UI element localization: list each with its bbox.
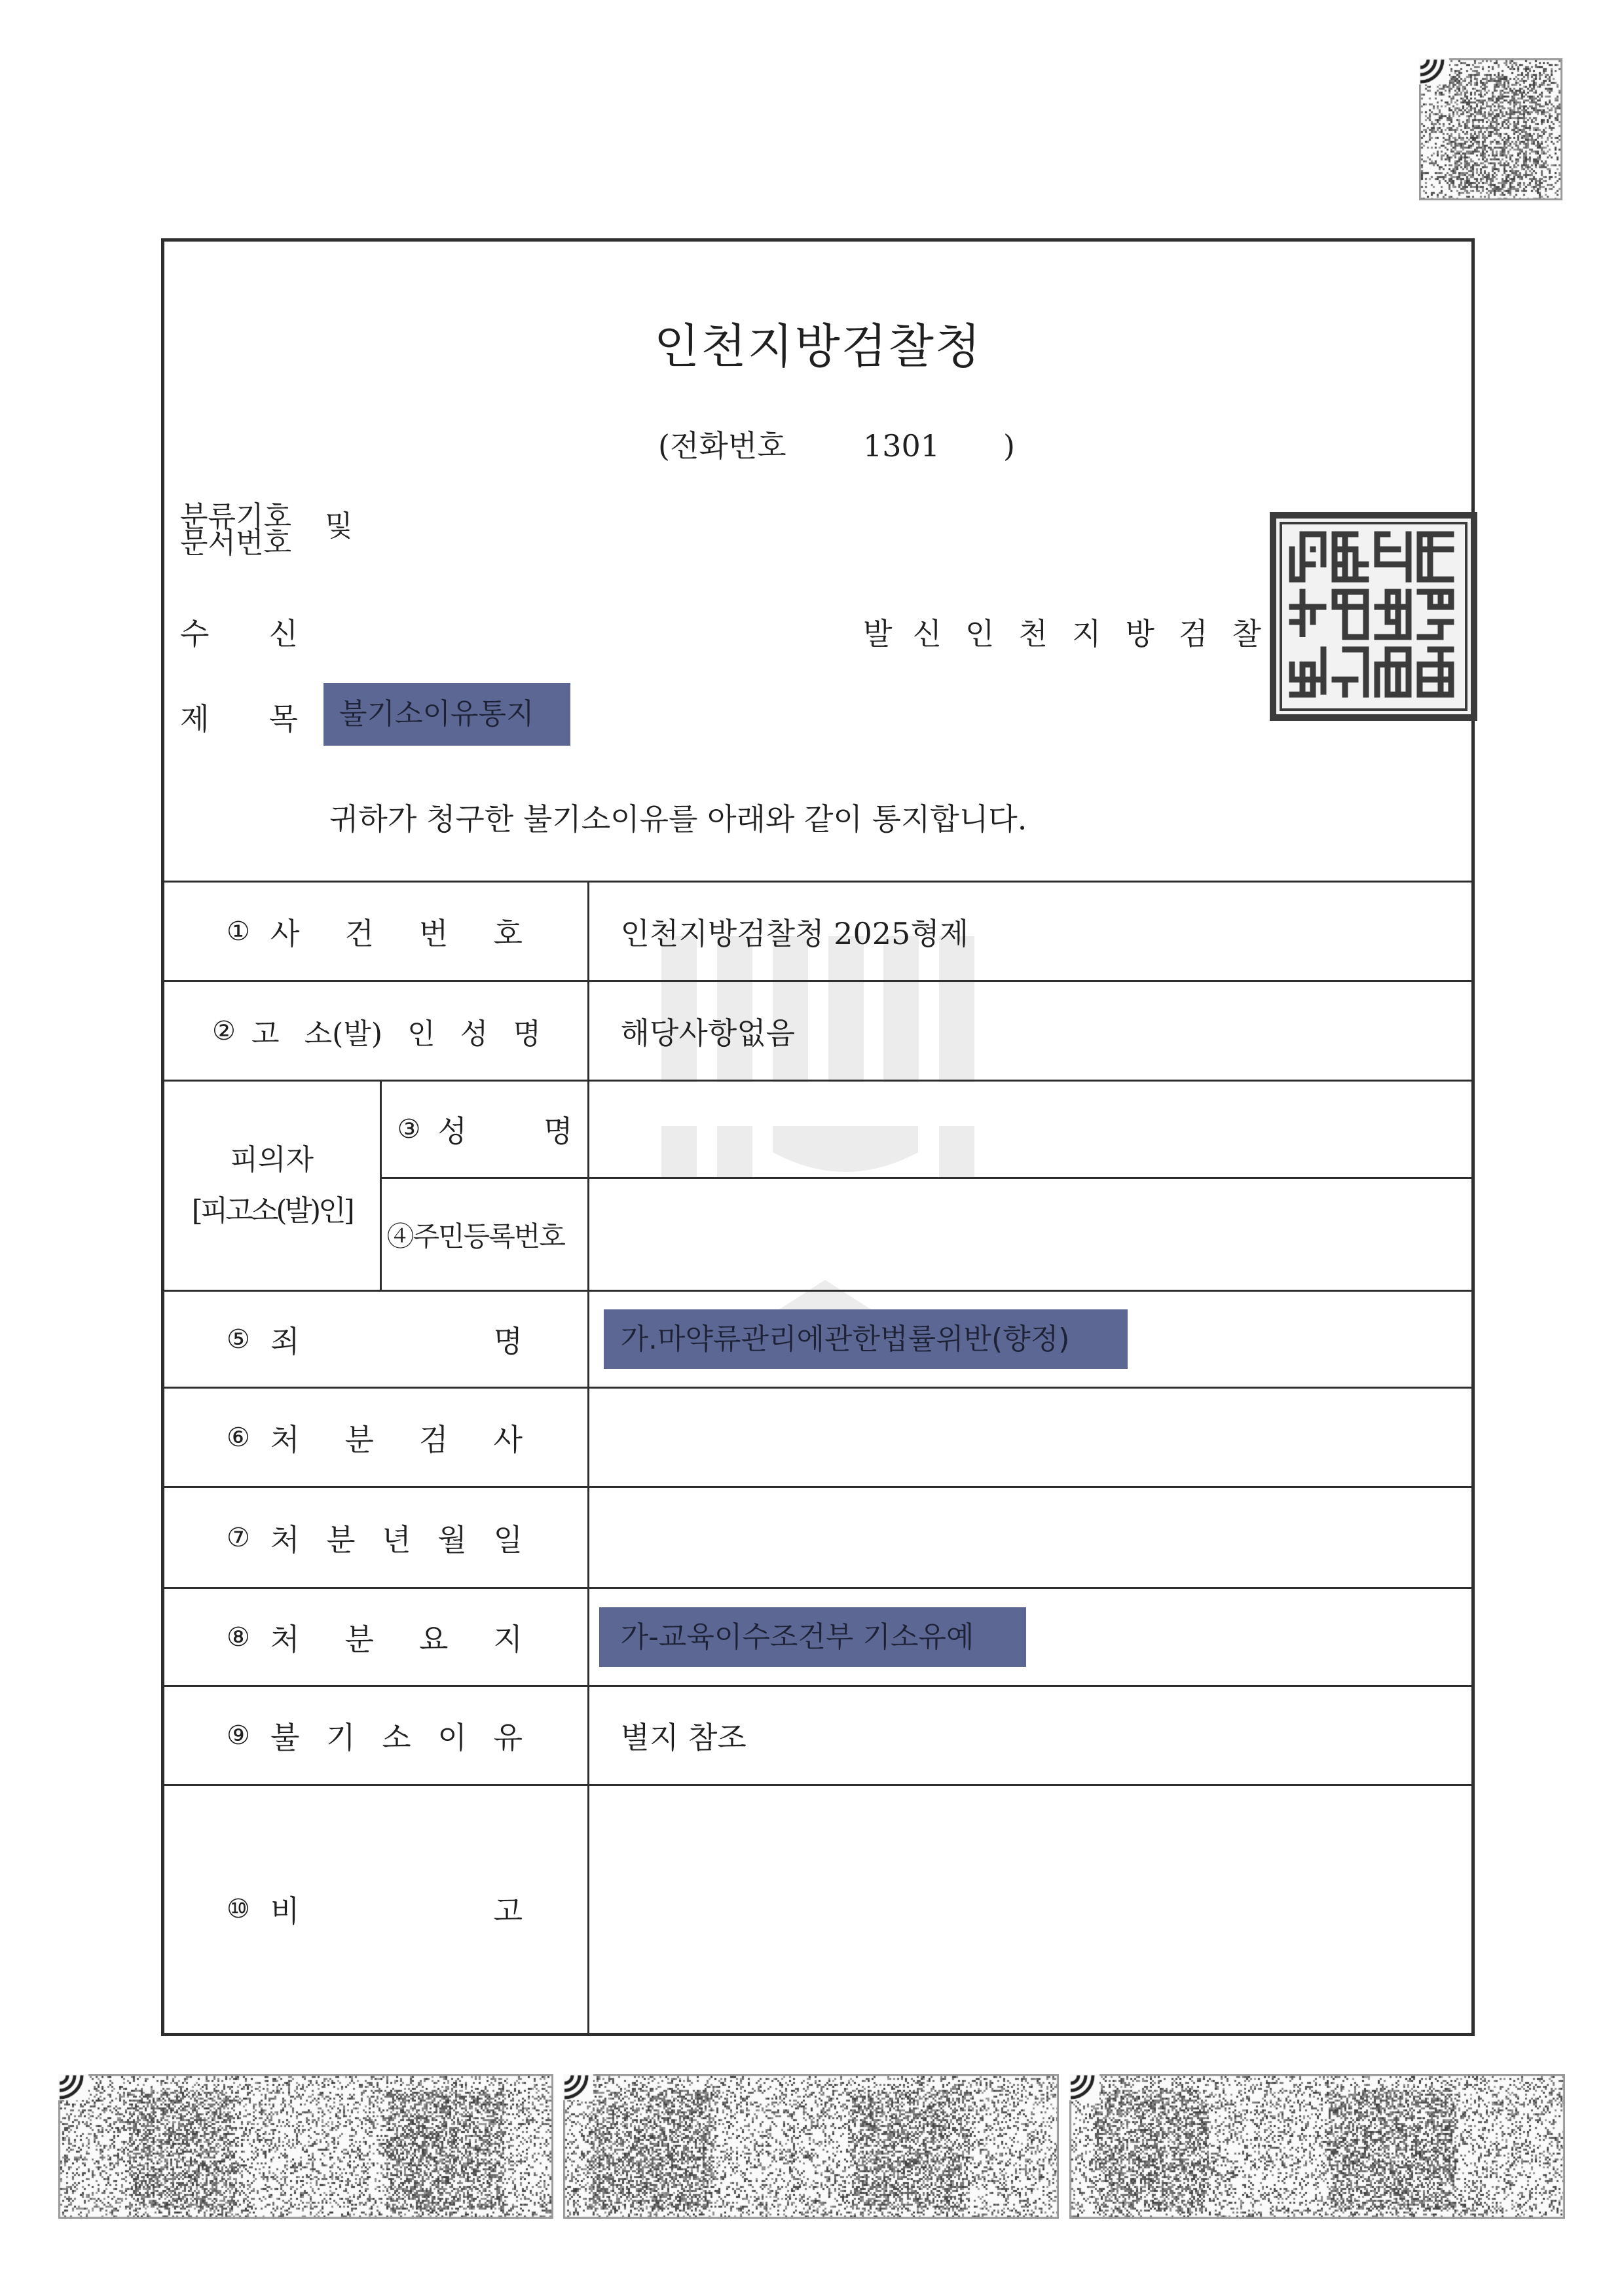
circled-number: ⑧ <box>227 1622 250 1652</box>
label-glyph: 호 <box>493 915 523 951</box>
label-glyph: 지 <box>1072 616 1101 651</box>
label-glyph: 성 <box>460 1017 489 1051</box>
label-glyph: 사 <box>270 915 300 951</box>
disposition-summary-highlight: 가-교육이수조건부 기소유예 <box>599 1607 1026 1667</box>
disposition-date-label-text <box>270 1516 523 1559</box>
label-glyph: 처 <box>270 1421 300 1457</box>
table-row <box>164 1686 1471 1785</box>
circled-number: ⑤ <box>227 1324 250 1355</box>
table-row <box>164 1785 1471 2033</box>
label-glyph: 명 <box>493 1323 523 1359</box>
phone-label: (전화번호 <box>658 428 786 464</box>
suspect-id-label: ④주민등록번호 <box>386 1220 564 1252</box>
table-row <box>164 1487 1471 1588</box>
complainant-label <box>164 1010 587 1052</box>
label-glyph: 발 <box>863 616 893 651</box>
barcode-top-right <box>1419 58 1562 200</box>
value-cell <box>588 1291 1471 1388</box>
circled-number: ② <box>212 1015 236 1046</box>
label-glyph: 죄 <box>270 1323 300 1359</box>
notice-table <box>164 881 1471 2033</box>
disposition-summary-label-text <box>270 1616 523 1659</box>
circled-number: ⑥ <box>227 1422 250 1453</box>
label-glyph: 인 <box>965 616 995 651</box>
suspect-name-label <box>382 1108 587 1151</box>
prosecutor-label-text <box>270 1416 523 1459</box>
barcode-bottom-3 <box>1069 2074 1565 2219</box>
label-glyph: 사 <box>493 1421 523 1457</box>
table-row <box>164 1388 1471 1487</box>
issuer-title: 인천지방검찰청 <box>654 319 982 374</box>
charge-highlight: 가.마약류관리에관한법률위반(향정) <box>604 1309 1128 1369</box>
non-prosecution-reason-value: 별지 참조 <box>620 1720 747 1755</box>
suspect-id-value <box>588 1178 1471 1291</box>
label-glyph: 제 <box>180 701 210 737</box>
phone-close-paren: ) <box>1003 428 1015 464</box>
label-glyph: 처 <box>270 1621 300 1657</box>
label-cell <box>164 1487 588 1588</box>
label-glyph: 번 <box>419 915 449 951</box>
label-glyph: 검 <box>419 1421 449 1457</box>
label-glyph: 월 <box>437 1522 467 1558</box>
label-cell <box>380 1178 588 1291</box>
complainant-label-text <box>251 1010 541 1052</box>
label-glyph: 기 <box>326 1720 356 1755</box>
label-glyph: 이 <box>437 1720 467 1755</box>
charge-label <box>164 1318 587 1361</box>
subject-label <box>180 697 298 737</box>
table-row <box>164 981 1471 1081</box>
label-cell <box>164 1291 588 1388</box>
subject-highlight: 불기소이유통지 <box>323 683 570 746</box>
suspect-group-cell <box>164 1081 380 1291</box>
complainant-value: 해당사항없음 <box>620 1015 796 1051</box>
case-number-label-text <box>270 910 523 953</box>
label-glyph: 소 <box>382 1720 411 1755</box>
suspect-heading: 피의자 <box>230 1143 314 1176</box>
prosecutor-value <box>588 1388 1471 1487</box>
non-prosecution-reason-label-text <box>270 1714 523 1757</box>
label-glyph: 요 <box>419 1621 449 1657</box>
suspect-name-value <box>588 1081 1471 1178</box>
remarks-label <box>164 1887 587 1931</box>
classification-conjunction: 및 <box>325 509 353 543</box>
label-cell <box>164 1785 588 2033</box>
classification-line-1: 분류기호 <box>180 500 292 534</box>
label-glyph: 고 <box>251 1017 280 1051</box>
label-glyph: 비 <box>270 1893 300 1929</box>
case-number-label <box>164 910 587 953</box>
table-row <box>164 882 1471 981</box>
intro-sentence: 귀하가 청구한 불기소이유를 아래와 같이 통지합니다. <box>329 801 1027 837</box>
value-cell <box>588 882 1471 981</box>
phone-number: 1301 <box>863 428 940 464</box>
label-glyph: 고 <box>493 1893 523 1929</box>
charge-label-text <box>270 1318 523 1361</box>
label-glyph: 천 <box>1018 616 1048 651</box>
label-glyph: 일 <box>493 1522 523 1558</box>
label-glyph: 신 <box>912 616 942 651</box>
recipient-label <box>180 612 298 651</box>
label-cell <box>380 1081 588 1178</box>
circled-number: ③ <box>397 1114 421 1144</box>
label-glyph: 수 <box>180 616 210 651</box>
table-row <box>164 1588 1471 1686</box>
label-glyph: 신 <box>268 616 298 651</box>
label-glyph: 건 <box>344 915 374 951</box>
label-glyph: 인 <box>407 1017 435 1051</box>
prosecutor-label <box>164 1416 587 1459</box>
label-glyph: 성 <box>437 1114 467 1149</box>
label-glyph: 년 <box>382 1522 411 1558</box>
label-glyph: 분 <box>344 1421 374 1457</box>
table-row <box>164 1291 1471 1388</box>
suspect-name-label-text <box>438 1108 573 1151</box>
label-cell <box>164 1686 588 1785</box>
circled-number: ① <box>227 916 250 947</box>
disposition-summary-label <box>164 1616 587 1659</box>
value-cell <box>588 981 1471 1081</box>
classification-label <box>180 500 292 560</box>
label-glyph: 처 <box>270 1522 300 1558</box>
label-glyph: 목 <box>268 701 298 737</box>
classification-line-2: 문서번호 <box>180 526 292 560</box>
label-glyph: 분 <box>344 1621 374 1657</box>
case-number-value: 인천지방검찰청 2025형제 <box>620 915 969 951</box>
barcode-bottom-1 <box>58 2074 553 2219</box>
value-cell <box>588 1588 1471 1686</box>
label-glyph: 지 <box>493 1621 523 1657</box>
sender-value <box>965 612 1261 651</box>
circled-number: ⑦ <box>227 1522 250 1553</box>
label-cell <box>164 981 588 1081</box>
non-prosecution-reason-label <box>164 1714 587 1757</box>
label-glyph: 명 <box>513 1017 541 1051</box>
label-glyph: 방 <box>1125 616 1154 651</box>
table-row <box>164 1081 1471 1178</box>
label-glyph: 명 <box>544 1114 573 1149</box>
official-seal <box>1270 512 1477 721</box>
label-cell <box>164 1388 588 1487</box>
label-glyph: 검 <box>1179 616 1208 651</box>
suspect-subheading: [피고소(발)인] <box>191 1194 352 1228</box>
circled-number: ⑩ <box>227 1894 250 1925</box>
disposition-date-label <box>164 1516 587 1559</box>
label-cell <box>164 882 588 981</box>
label-glyph: 분 <box>326 1522 356 1558</box>
disposition-date-value <box>588 1487 1471 1588</box>
label-glyph: 찰 <box>1232 616 1261 651</box>
label-cell <box>164 1588 588 1686</box>
sender-label <box>863 612 942 651</box>
value-cell <box>588 1686 1471 1785</box>
remarks-value <box>588 1785 1471 2033</box>
label-glyph: 유 <box>493 1720 523 1755</box>
remarks-label-text <box>270 1887 523 1931</box>
circled-number: ⑨ <box>227 1721 250 1751</box>
label-glyph: 소(발) <box>304 1017 382 1051</box>
label-glyph: 불 <box>270 1720 300 1755</box>
barcode-bottom-2 <box>563 2074 1059 2219</box>
